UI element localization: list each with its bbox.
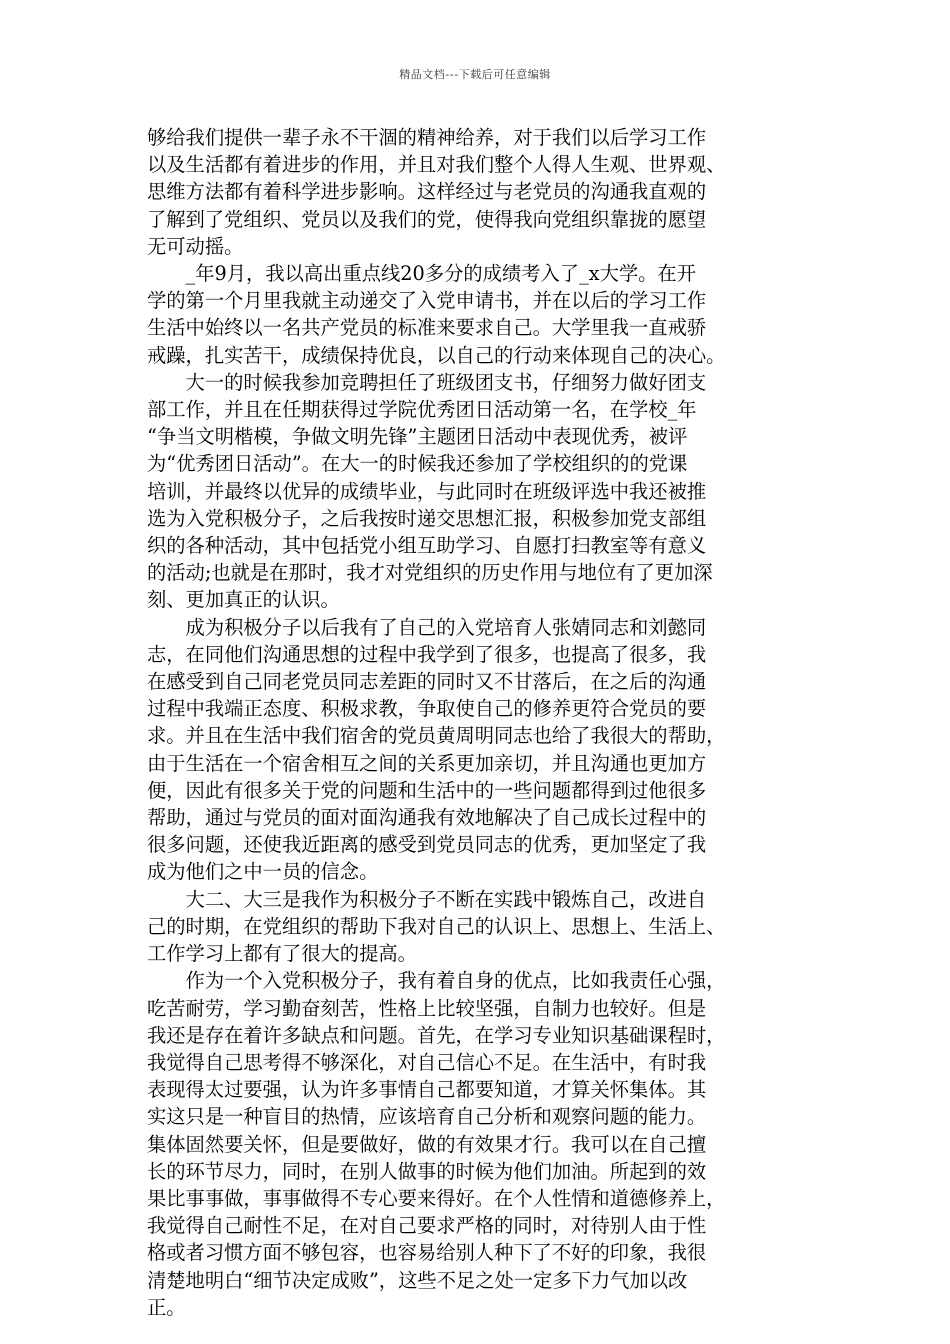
text-line: 织的各种活动，其中包括党小组互助学习、自愿打扫教室等有意义 bbox=[147, 534, 707, 558]
text-line: 够给我们提供一辈子永不干涸的精神给养，对于我们以后学习工作 bbox=[147, 126, 707, 149]
text-line: 格或者习惯方面不够包容，也容易给别人种下了不好的印象，我很 bbox=[147, 1241, 707, 1265]
text-line: 生活中始终以一名共产党员的标准来要求自己。大学里我一直戒骄 bbox=[147, 316, 707, 340]
text-line: 工作学习上都有了很大的提高。 bbox=[147, 942, 417, 966]
text-line: 我觉得自己思考得不够深化，对自己信心不足。在生活中，有时我 bbox=[147, 1050, 707, 1074]
text-line: 己的时期，在党组织的帮助下我对自己的认识上、思想上、生活上、 bbox=[147, 914, 726, 938]
text-line: 成为他们之中一员的信念。 bbox=[147, 860, 379, 884]
text-line: _年9月，我以高出重点线20多分的成绩考入了_x大学。在开 bbox=[147, 262, 696, 286]
text-line: 思维方法都有着科学进步影响。这样经过与老党员的沟通我直观的 bbox=[147, 180, 707, 204]
text-line: “争当文明楷模，争做文明先锋”主题团日活动中表现优秀，被评 bbox=[147, 425, 688, 449]
text-line: 学的第一个月里我就主动递交了入党申请书，并在以后的学习工作 bbox=[147, 289, 707, 313]
text-line: 由于生活在一个宿舍相互之间的关系更加亲切，并且沟通也更加方 bbox=[147, 751, 707, 775]
text-line: 刻、更加真正的认识。 bbox=[147, 588, 340, 612]
text-line: 吃苦耐劳，学习勤奋刻苦，性格上比较坚强，自制力也较好。但是 bbox=[147, 996, 707, 1020]
text-line: 我还是存在着许多缺点和问题。首先，在学习专业知识基础课程时， bbox=[147, 1023, 726, 1047]
text-line: 集体固然要关怀，但是要做好，做的有效果才行。我可以在自己擅 bbox=[147, 1132, 707, 1156]
text-line: 的活动;也就是在那时，我才对党组织的历史作用与地位有了更加深 bbox=[147, 561, 713, 585]
text-line: 很多问题，还使我近距离的感受到党员同志的优秀，更加坚定了我 bbox=[147, 833, 707, 857]
text-line: 无可动摇。 bbox=[147, 234, 244, 258]
text-line: 为“优秀团日活动”。在大一的时候我还参加了学校组织的的党课 bbox=[147, 452, 688, 476]
text-line: 作为一个入党积极分子，我有着自身的优点，比如我责任心强， bbox=[147, 969, 726, 993]
text-line: 以及生活都有着进步的作用，并且对我们整个人得人生观、世界观、 bbox=[147, 153, 726, 177]
text-line: 戒躁，扎实苦干，成绩保持优良，以自己的行动来体现自己的决心。 bbox=[147, 343, 726, 367]
text-line: 正。 bbox=[147, 1295, 186, 1319]
text-line: 了解到了党组织、党员以及我们的党，使得我向党组织靠拢的愿望 bbox=[147, 207, 707, 231]
text-line: 便，因此有很多关于党的问题和生活中的一些问题都得到过他很多 bbox=[147, 778, 707, 802]
text-line: 部工作，并且在任期获得过学院优秀团日活动第一名，在学校_年 bbox=[147, 398, 697, 422]
text-line: 果比事事做，事事做得不专心要来得好。在个人性情和道德修养上， bbox=[147, 1186, 726, 1210]
text-line: 过程中我端正态度、积极求教，争取使自己的修养更符合党员的要 bbox=[147, 697, 707, 721]
document-body bbox=[147, 124, 807, 1321]
text-line: 长的环节尽力，同时，在别人做事的时候为他们加油。所起到的效 bbox=[147, 1159, 707, 1183]
page-header: 精品文档---下载后可任意编辑 bbox=[399, 68, 551, 81]
text-line: 我觉得自己耐性不足，在对自己要求严格的同时，对待别人由于性 bbox=[147, 1214, 707, 1238]
text-line: 实这只是一种盲目的热情，应该培育自己分析和观察问题的能力。 bbox=[147, 1105, 707, 1129]
text-line: 表现得太过要强，认为许多事情自己都要知道，才算关怀集体。其 bbox=[147, 1078, 707, 1102]
text-line: 大二、大三是我作为积极分子不断在实践中锻炼自己，改进自 bbox=[147, 887, 707, 911]
text-line: 在感受到自己同老党员同志差距的同时又不甘落后，在之后的沟通 bbox=[147, 670, 707, 694]
text-line: 大一的时候我参加竞聘担任了班级团支书，仔细努力做好团支 bbox=[147, 370, 707, 394]
text-line: 志，在同他们沟通思想的过程中我学到了很多，也提高了很多，我 bbox=[147, 642, 707, 666]
text-line: 选为入党积极分子，之后我按时递交思想汇报，积极参加党支部组 bbox=[147, 506, 707, 530]
text-line: 求。并且在生活中我们宿舍的党员黄周明同志也给了我很大的帮助， bbox=[147, 724, 726, 748]
text-line: 成为积极分子以后我有了自己的入党培育人张婧同志和刘懿同 bbox=[147, 615, 707, 639]
text-line: 帮助，通过与党员的面对面沟通我有效地解决了自己成长过程中的 bbox=[147, 806, 707, 830]
text-line: 清楚地明白“细节决定成败”，这些不足之处一定多下力气加以改 bbox=[147, 1268, 688, 1292]
text-line: 培训，并最终以优异的成绩毕业，与此同时在班级评选中我还被推 bbox=[147, 479, 707, 503]
